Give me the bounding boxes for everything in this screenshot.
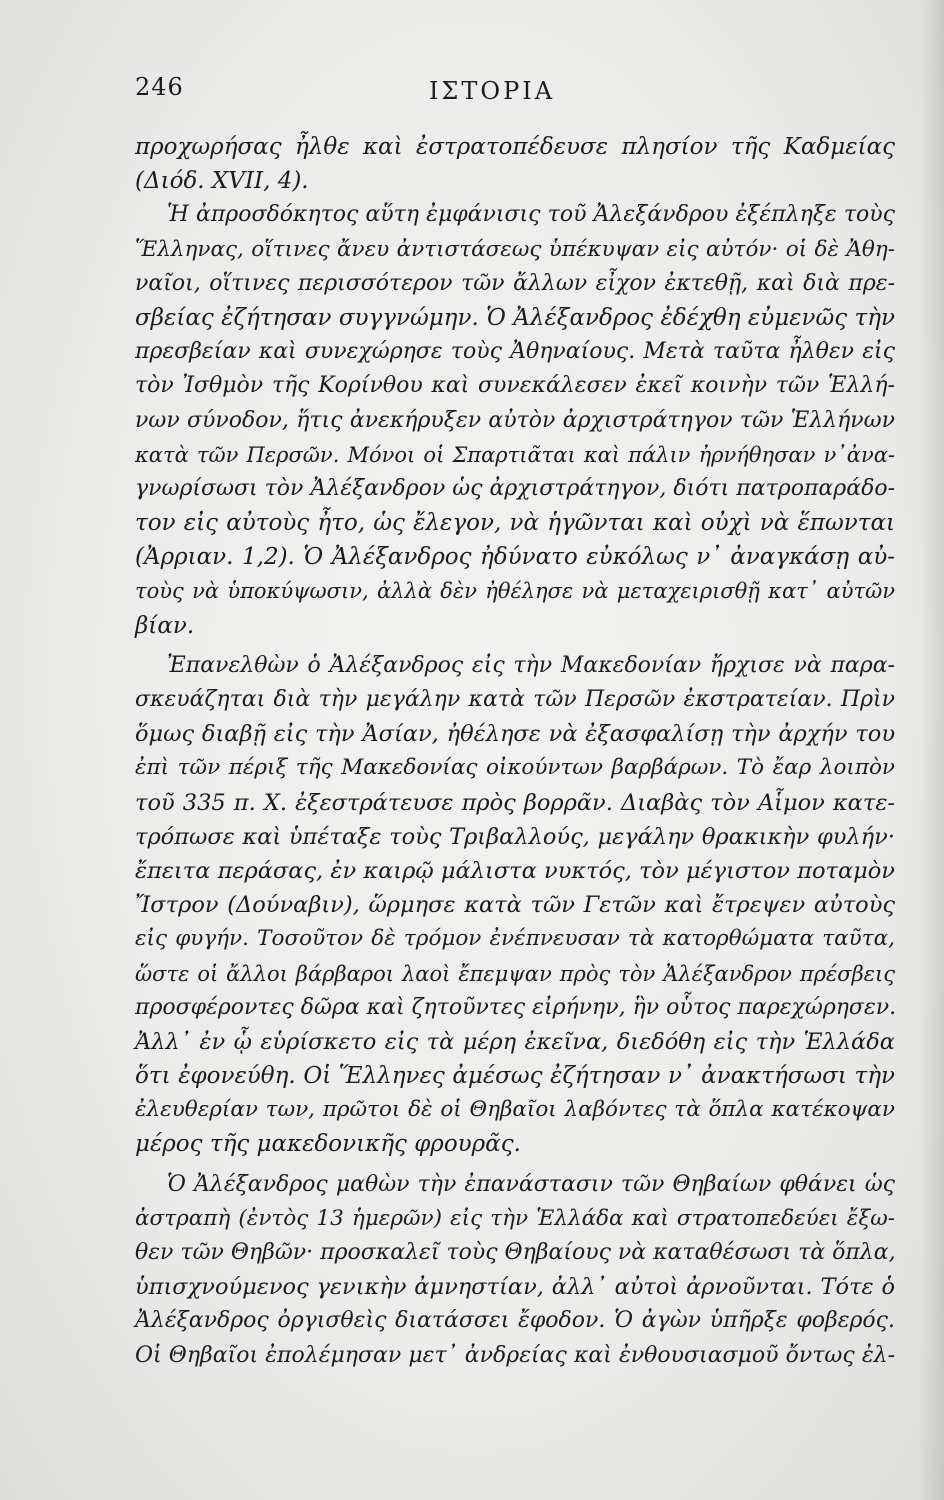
text-line: νων σύνοδον, ἥτις ἀνεκήρυξεν αὐτὸν ἀρχιστράτηγον τῶν Ἑλλήνων <box>135 407 895 433</box>
text-line: ἐπὶ τῶν πέριξ τῆς Μακεδονίας οἰκούντων βαρβάρων. Τὸ ἔαρ λοιπὸν <box>135 755 895 781</box>
text-line: τὸν Ἰσθμὸν τῆς Κορίνθου καὶ συνεκάλεσεν ἐκεῖ κοινὴν τῶν Ἑλλή- <box>135 373 895 399</box>
text-line: ἔπειτα περάσας, ἐν καιρῷ μάλιστα νυκτός, τὸν μέγιστον ποταμὸν <box>135 857 895 884</box>
paragraph-1 <box>135 130 895 198</box>
text-line: πρεσβείαν καὶ συνεχώρησε τοὺς Ἀθηναίους. Μετὰ ταῦτα ἦλθεν εἰς <box>135 339 895 365</box>
text-line: Ἀλλ᾿ ἐν ᾧ εὑρίσκετο εἰς τὰ μέρη ἐκεῖνα, διεδόθη εἰς τὴν Ἑλλάδα <box>135 1028 895 1055</box>
text-line: σκευάζηται διὰ τὴν μεγάλην κατὰ τῶν Περσῶν ἐκστρατείαν. Πρὶν <box>135 687 895 712</box>
paragraph-4 <box>135 1168 895 1373</box>
text-line: (Ἀρριαν. 1,2). Ὁ Ἀλέξανδρος ἠδύνατο εὐκόλως ν᾿ ἀναγκάσῃ αὐ- <box>135 544 895 571</box>
text-line: Ἀλέξανδρος ὀργισθεὶς διατάσσει ἔφοδον. Ὁ ἀγὼν ὑπῆρξε φοβερός. <box>135 1308 895 1334</box>
text-line: ὅμως διαβῇ εἰς τὴν Ἀσίαν, ἠθέλησε νὰ ἐξασφαλίσῃ τὴν ἀρχήν του <box>135 721 895 748</box>
text-line: γνωρίσωσι τὸν Ἀλέξανδρον ὡς ἀρχιστράτηγον, διότι πατροπαράδο- <box>135 475 895 501</box>
text-line: Ἡ ἀπροσδόκητος αὕτη ἐμφάνισις τοῦ Ἀλεξάνδρου ἐξέπληξε τοὺς <box>167 202 895 228</box>
text-line: θεν τῶν Θηβῶν· προσκαλεῖ τοὺς Θηβαίους νὰ καταθέσωσι τὰ ὅπλα, <box>135 1240 896 1265</box>
text-line: βίαν. <box>135 612 195 639</box>
text-line: προχωρήσας ἦλθε καὶ ἐστρατοπέδευσε πλησίον τῆς Καδμείας <box>135 134 895 160</box>
text-line: προσφέροντες δῶρα καὶ ζητοῦντες εἰρήνην, ἣν οὗτος παρεχώρησεν. <box>135 994 897 1020</box>
text-line: Ὁ Ἀλέξανδρος μαθὼν τὴν ἐπανάστασιν τῶν Θηβαίων φθάνει ὡς <box>167 1171 895 1197</box>
text-line: ὥστε οἱ ἄλλοι βάρβαροι λαοὶ ἔπεμψαν πρὸς τὸν Ἀλέξανδρον πρέσβεις <box>135 961 895 986</box>
text-line: τον εἰς αὐτοὺς ἦτο, ὡς ἔλεγον, νὰ ἡγῶνται καὶ οὐχὶ νὰ ἕπωνται <box>135 510 895 537</box>
text-line: Οἱ Θηβαῖοι ἐπολέμησαν μετ᾿ ἀνδρείας καὶ ἐνθουσιασμοῦ ὄντως ἐλ- <box>135 1342 895 1368</box>
body-text <box>135 130 895 1373</box>
text-line: ὅτι ἐφονεύθη. Οἱ Ἕλληνες ἀμέσως ἐζήτησαν ν᾿ ἀνακτήσωσι τὴν <box>135 1063 895 1090</box>
text-line: μέρος τῆς μακεδονικῆς φρουρᾶς. <box>135 1131 521 1158</box>
text-line: ναῖοι, οἵτινες περισσότερον τῶν ἄλλων εἶχον ἐκτεθῇ, καὶ διὰ πρε- <box>135 270 895 296</box>
text-line: τοῦ 335 π. Χ. ἐξεστράτευσε πρὸς βορρᾶν. Διαβὰς τὸν Αἷμον κατε- <box>135 789 895 816</box>
text-line: ἀστραπὴ (ἐντὸς 13 ἡμερῶν) εἰς τὴν Ἑλλάδα καὶ στρατοπεδεύει ἔξω- <box>135 1205 895 1231</box>
text-line: Ἕλληνας, οἵτινες ἄνευ ἀντιστάσεως ὑπέκυψαν εἰς αὐτόν· οἱ δὲ Ἀθη- <box>135 236 895 262</box>
text-line: εἰς φυγήν. Τοσοῦτον δὲ τρόμον ἐνέπνευσαν τὰ κατορθώματα ταῦτα, <box>135 926 895 952</box>
text-line: τοὺς νὰ ὑποκύψωσιν, ἀλλὰ δὲν ἠθέλησε νὰ μεταχειρισθῇ κατ᾿ αὐτῶν <box>135 579 895 604</box>
text-line: Ἐπανελθὼν ὁ Ἀλέξανδρος εἰς τὴν Μακεδονίαν ἤρχισε νὰ παρα- <box>167 652 895 678</box>
text-line: τρόπωσε καὶ ὑπέταξε τοὺς Τριβαλλούς, μεγάλην θρακικὴν φυλήν· <box>135 823 895 850</box>
text-line: ἐλευθερίαν των, πρῶτοι δὲ οἱ Θηβαῖοι λαβόντες τὰ ὅπλα κατέκοψαν <box>135 1097 895 1123</box>
page-number: 246 <box>135 73 184 101</box>
paragraph-3 <box>135 649 895 1162</box>
paragraph-2 <box>135 198 895 642</box>
text-line: ὑπισχνούμενος γενικὴν ἀμνηστίαν, ἀλλ᾿ αὐτοὶ ἀρνοῦνται. Τότε ὁ <box>135 1274 895 1301</box>
text-line: σβείας ἐζήτησαν συγγνώμην. Ὁ Ἀλέξανδρος ἐδέχθη εὐμενῶς τὴν <box>135 304 895 331</box>
text-line: (Διόδ. XVII, 4). <box>135 168 309 195</box>
running-head: ΙΣΤΟΡΙΑ <box>428 77 556 105</box>
text-line: κατὰ τῶν Περσῶν. Μόνοι οἱ Σπαρτιᾶται καὶ πάλιν ἠρνήθησαν ν᾿ἀνα- <box>135 442 895 467</box>
text-line: Ἴστρον (Δούναβιν), ὥρμησε κατὰ τῶν Γετῶν καὶ ἔτρεψεν αὐτοὺς <box>135 892 895 919</box>
